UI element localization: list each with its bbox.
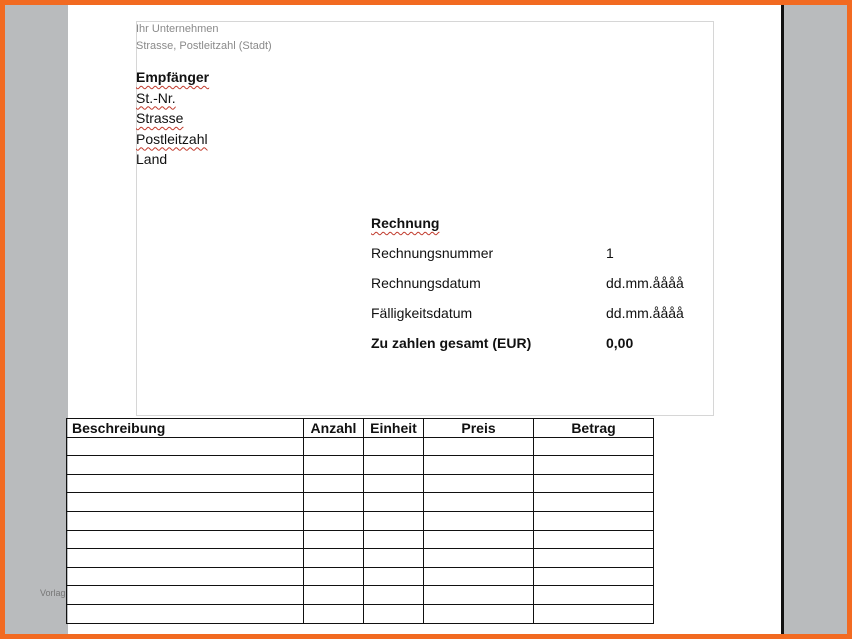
table-cell-amount[interactable] xyxy=(534,604,654,623)
table-cell-price[interactable] xyxy=(424,474,534,493)
table-cell-quantity[interactable] xyxy=(304,474,364,493)
table-body xyxy=(67,437,654,623)
table-cell-amount[interactable] xyxy=(534,474,654,493)
table-cell-description[interactable] xyxy=(67,511,304,530)
recipient-street-nr-text: St.-Nr. xyxy=(136,89,176,106)
recipient-country[interactable]: Land xyxy=(136,151,168,167)
table-cell-unit[interactable] xyxy=(364,549,424,568)
table-cell-price[interactable] xyxy=(424,437,534,456)
table-cell-quantity[interactable] xyxy=(304,511,364,530)
table-row xyxy=(67,511,654,530)
invoice-number-value[interactable]: 1 xyxy=(606,245,614,261)
table-cell-unit[interactable] xyxy=(364,474,424,493)
recipient-street-text: Strasse xyxy=(136,110,184,126)
table-row xyxy=(67,549,654,568)
invoice-title-text: Rechnung xyxy=(371,215,440,231)
table-cell-amount[interactable] xyxy=(534,586,654,605)
table-cell-amount[interactable] xyxy=(534,511,654,530)
sender-block xyxy=(136,21,272,55)
invoice-title[interactable] xyxy=(371,213,439,233)
col-header-quantity[interactable]: Anzahl xyxy=(304,419,364,438)
table-cell-description[interactable] xyxy=(67,493,304,512)
table-cell-description[interactable] xyxy=(67,549,304,568)
table-cell-quantity[interactable] xyxy=(304,586,364,605)
table-cell-amount[interactable] xyxy=(534,437,654,456)
table-row xyxy=(67,567,654,586)
table-cell-unit[interactable] xyxy=(364,437,424,456)
table-cell-description[interactable] xyxy=(67,586,304,605)
table-cell-price[interactable] xyxy=(424,586,534,605)
table-cell-price[interactable] xyxy=(424,511,534,530)
table-cell-unit[interactable] xyxy=(364,456,424,475)
table-cell-unit[interactable] xyxy=(364,567,424,586)
table-cell-price[interactable] xyxy=(424,530,534,549)
table-cell-unit[interactable] xyxy=(364,530,424,549)
total-label[interactable]: Zu zahlen gesamt (EUR) xyxy=(371,335,532,351)
col-header-description[interactable]: Beschreibung xyxy=(67,419,304,438)
table-cell-quantity[interactable] xyxy=(304,456,364,475)
table-cell-amount[interactable] xyxy=(534,530,654,549)
recipient-heading[interactable] xyxy=(136,67,209,88)
table-cell-price[interactable] xyxy=(424,493,534,512)
table-cell-description[interactable] xyxy=(67,604,304,623)
table-row xyxy=(67,586,654,605)
col-header-amount[interactable]: Betrag xyxy=(534,419,654,438)
table-cell-quantity[interactable] xyxy=(304,567,364,586)
line-items-table xyxy=(66,418,654,624)
table-cell-quantity[interactable] xyxy=(304,604,364,623)
table-row xyxy=(67,474,654,493)
table-cell-description[interactable] xyxy=(67,456,304,475)
table-cell-amount[interactable] xyxy=(534,549,654,568)
invoice-number-label[interactable]: Rechnungsnummer xyxy=(371,245,494,261)
recipient-postcode[interactable] xyxy=(136,129,209,150)
table-cell-unit[interactable] xyxy=(364,511,424,530)
due-date-value[interactable]: dd.mm.åååå xyxy=(606,305,684,321)
right-gutter xyxy=(784,5,852,639)
table-cell-quantity[interactable] xyxy=(304,437,364,456)
col-header-price[interactable]: Preis xyxy=(424,419,534,438)
invoice-date-label[interactable]: Rechnungsdatum xyxy=(371,275,481,291)
table-row xyxy=(67,530,654,549)
table-cell-quantity[interactable] xyxy=(304,549,364,568)
left-gutter xyxy=(5,5,68,639)
table-cell-quantity[interactable] xyxy=(304,493,364,512)
total-value[interactable]: 0,00 xyxy=(606,335,634,351)
side-label: Vorlag xyxy=(40,588,66,598)
recipient-postcode-text: Postleitzahl xyxy=(136,130,208,147)
table-row xyxy=(67,604,654,623)
recipient-street[interactable] xyxy=(136,108,209,129)
col-header-unit[interactable]: Einheit xyxy=(364,419,424,438)
table-cell-description[interactable] xyxy=(67,474,304,493)
table-cell-unit[interactable] xyxy=(364,604,424,623)
table-header-row xyxy=(67,419,654,438)
table-cell-price[interactable] xyxy=(424,604,534,623)
table-cell-price[interactable] xyxy=(424,456,534,475)
due-date-label[interactable]: Fälligkeitsdatum xyxy=(371,305,473,321)
table-cell-quantity[interactable] xyxy=(304,530,364,549)
sender-address[interactable]: Strasse, Postleitzahl (Stadt) xyxy=(136,40,272,52)
table-cell-amount[interactable] xyxy=(534,493,654,512)
table-cell-unit[interactable] xyxy=(364,586,424,605)
table-row xyxy=(67,437,654,456)
table-cell-description[interactable] xyxy=(67,567,304,586)
recipient-street-nr[interactable] xyxy=(136,88,209,109)
table-cell-description[interactable] xyxy=(67,437,304,456)
sender-company[interactable]: Ihr Unternehmen xyxy=(136,23,219,35)
table-row xyxy=(67,456,654,475)
table-cell-price[interactable] xyxy=(424,549,534,568)
table-cell-amount[interactable] xyxy=(534,567,654,586)
recipient-heading-text: Empfänger xyxy=(136,69,210,85)
table-cell-description[interactable] xyxy=(67,530,304,549)
invoice-date-value[interactable]: dd.mm.åååå xyxy=(606,275,684,291)
table-row xyxy=(67,493,654,512)
table-cell-price[interactable] xyxy=(424,567,534,586)
table-cell-unit[interactable] xyxy=(364,493,424,512)
table-cell-amount[interactable] xyxy=(534,456,654,475)
recipient-block xyxy=(136,67,209,170)
